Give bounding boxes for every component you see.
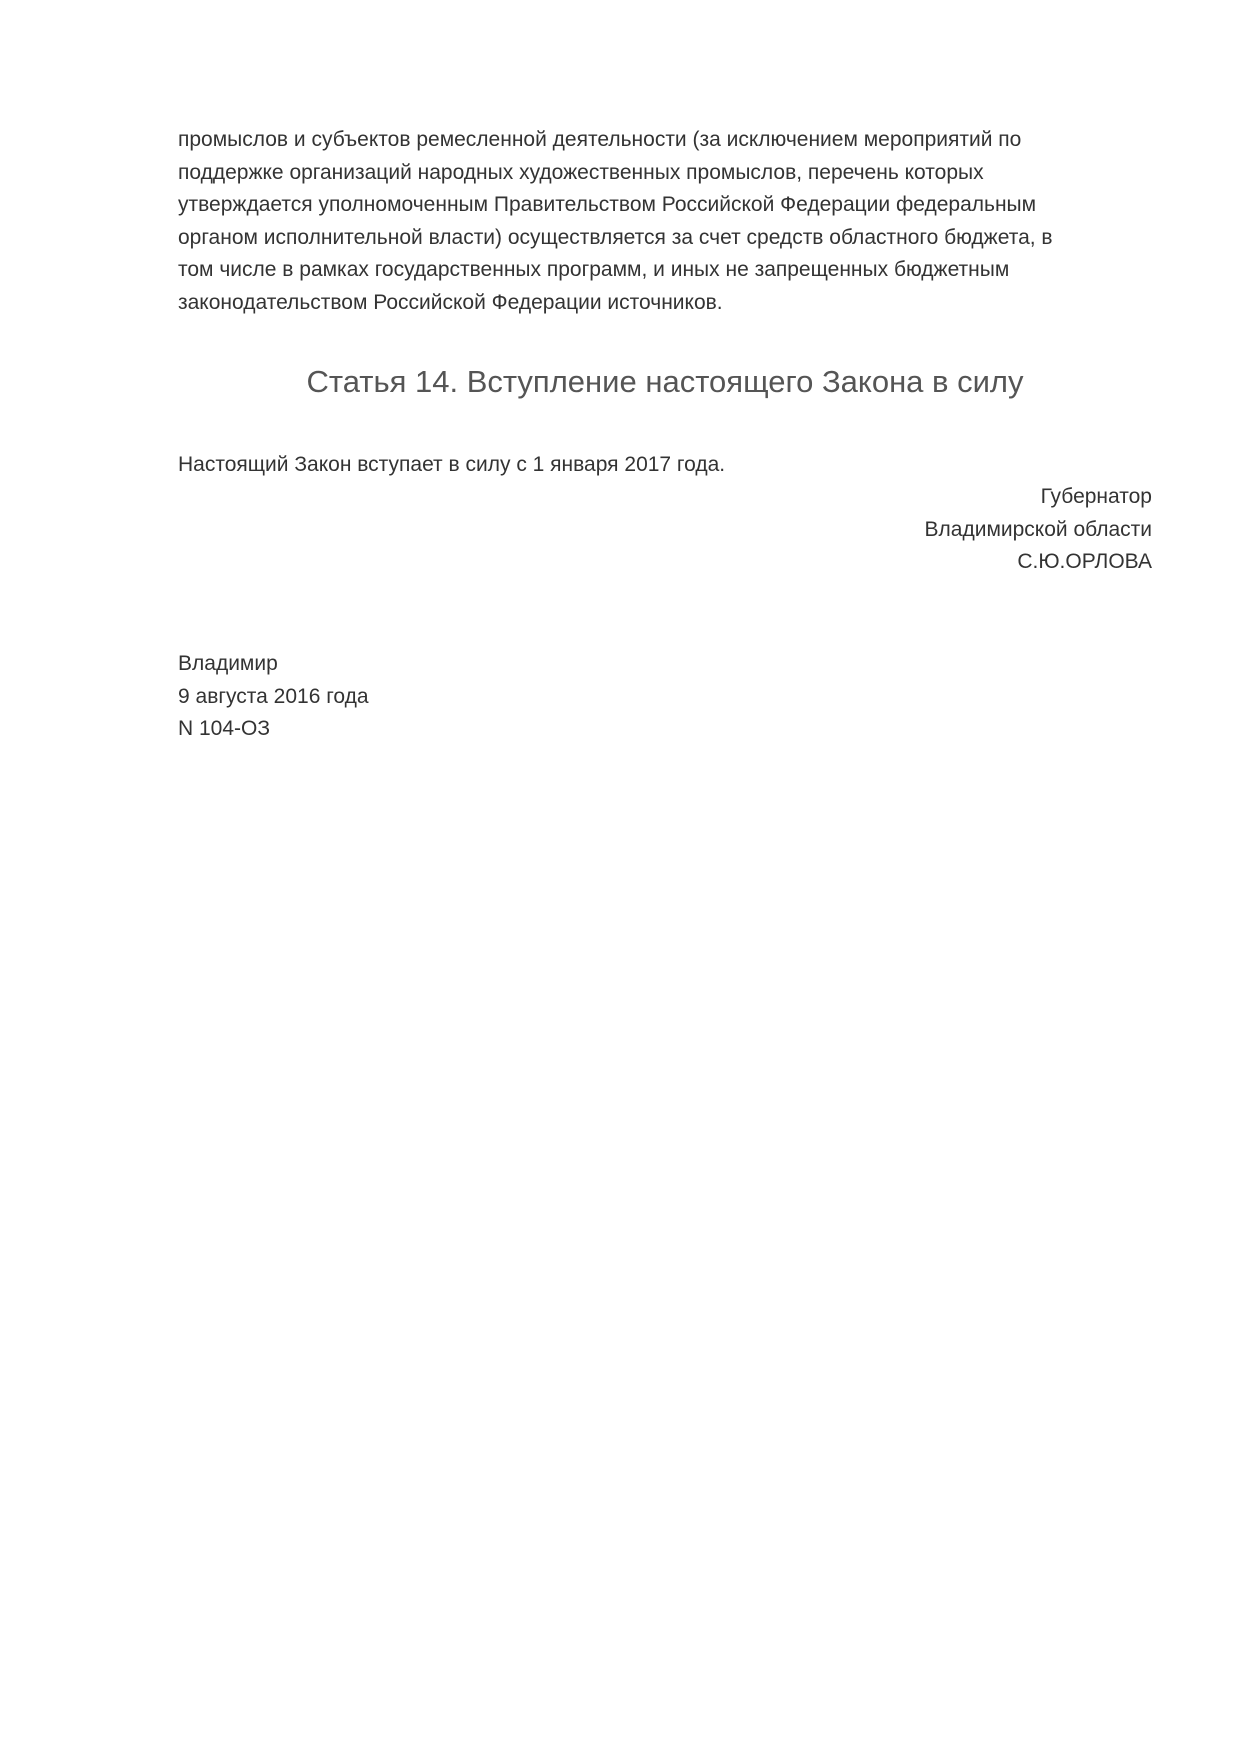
signature-title-line1: Губернатор: [1040, 485, 1152, 508]
paragraph-line: органом исполнительной власти) осуществляется за счет средств областного бюджета, в: [178, 225, 1053, 249]
article-text: Настоящий Закон вступает в силу с 1 января 2017 года.: [178, 453, 726, 476]
footer-number: N 104-ОЗ: [178, 717, 271, 741]
paragraph-line: том числе в рамках государственных программ, и иных не запрещенных бюджетным: [178, 258, 1010, 282]
signature-block: [178, 481, 1152, 579]
paragraph-line: промыслов и субъектов ремесленной деятельности (за исключением мероприятий по: [178, 128, 1022, 151]
footer-block: [178, 648, 1152, 746]
article-heading: Статья 14. Вступление настоящего Закона в силу: [306, 364, 1024, 399]
paragraph-continuation: [178, 124, 1152, 320]
paragraph-line: утверждается уполномоченным Правительством Российской Федерации федеральным: [178, 193, 1037, 217]
footer-city: Владимир: [178, 652, 278, 675]
signature-name: С.Ю.ОРЛОВА: [1017, 550, 1152, 574]
paragraph-line: законодательством Российской Федерации источников.: [178, 290, 723, 314]
footer-date: 9 августа 2016 года: [178, 684, 369, 708]
signature-title-line2: Владимирской области: [924, 517, 1152, 541]
paragraph-line: поддержке организаций народных художественных промыслов, перечень которых: [178, 160, 984, 184]
